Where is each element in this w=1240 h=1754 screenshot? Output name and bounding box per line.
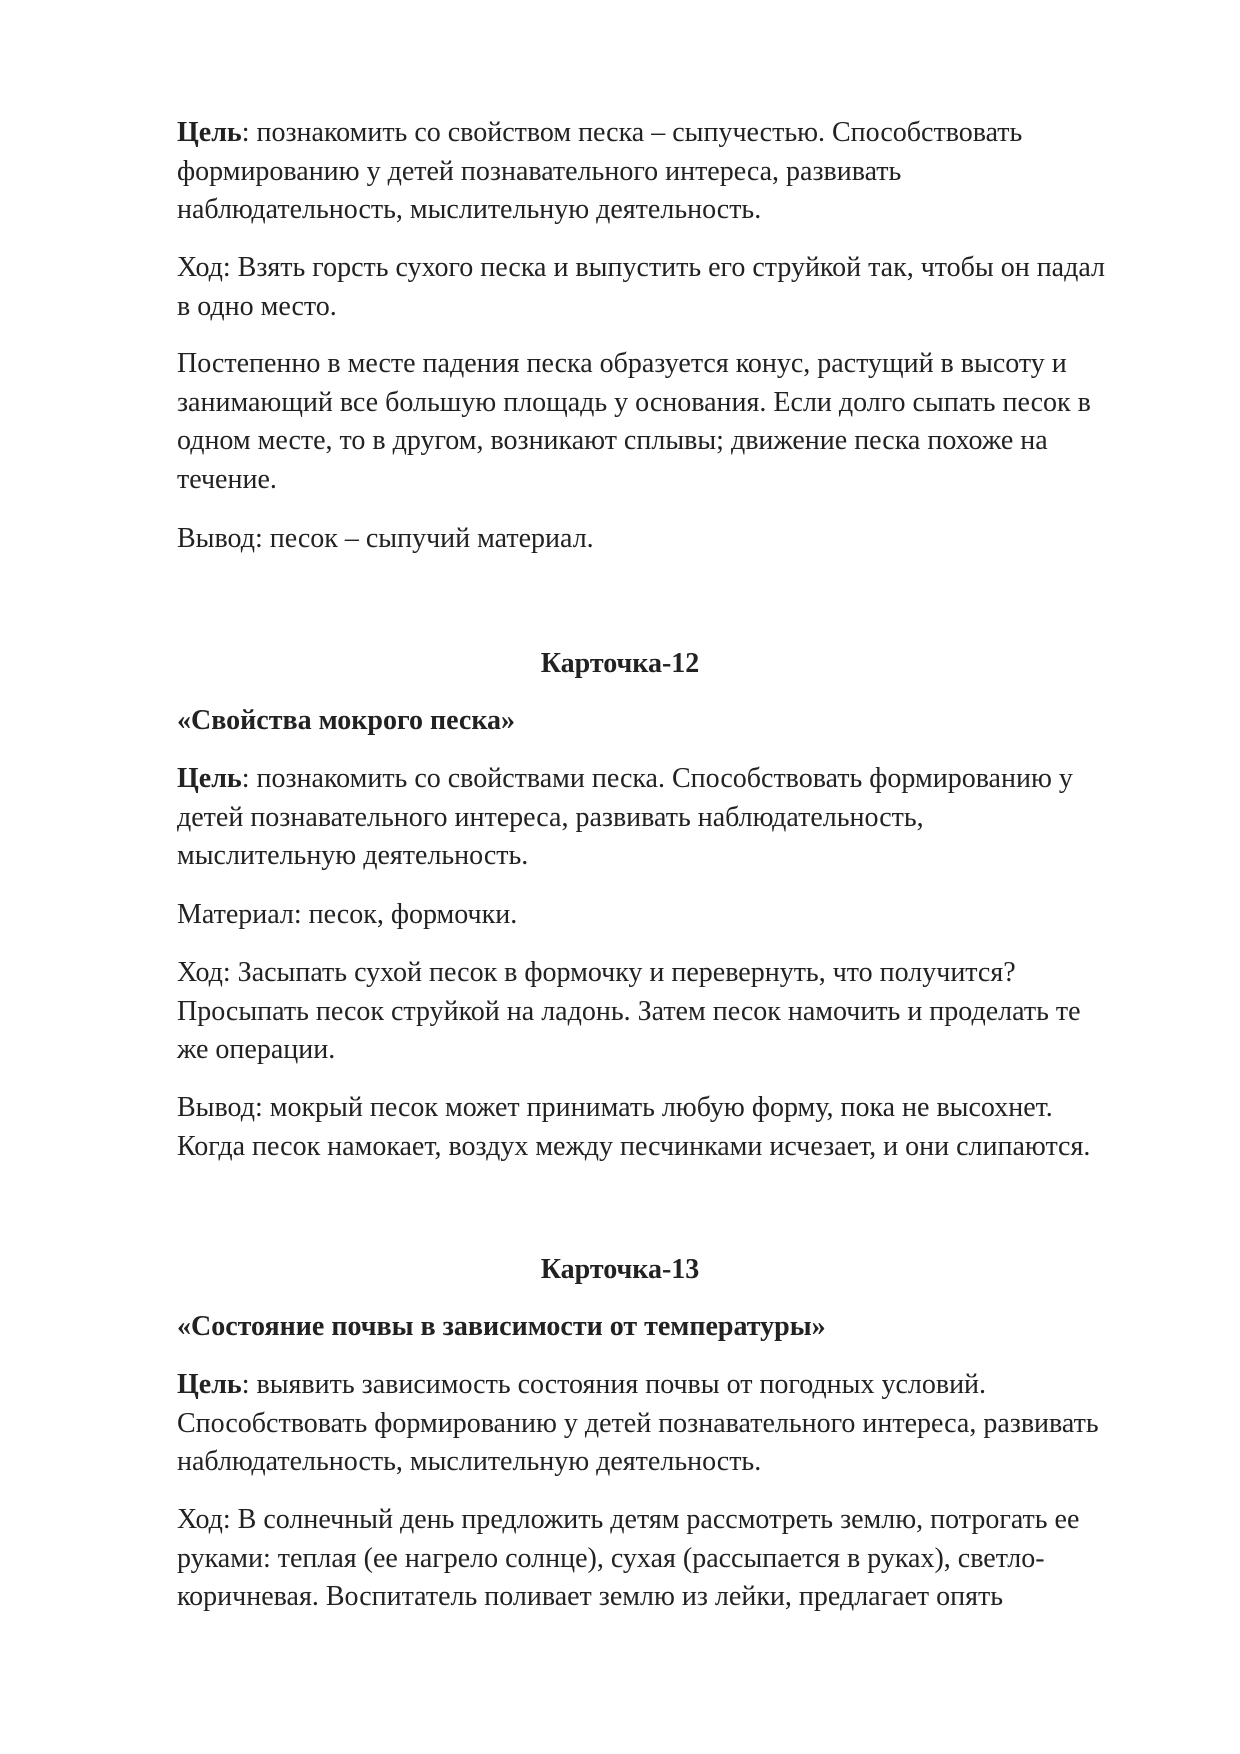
text-line: Ход: Засыпать сухой песок в формочку и перевернуть, что получится? bbox=[177, 957, 1016, 988]
text-line: Материал: песок, формочки. bbox=[177, 899, 518, 930]
text-line: Когда песок намокает, воздух между песчинками исчезает, и они слипаются. bbox=[177, 1130, 1091, 1162]
text-line: руками: теплая (ее нагрело солнце), сухая (рассыпается в руках), светло- bbox=[177, 1542, 1045, 1574]
text-line: коричневая. Воспитатель поливает землю из лейки, предлагает опять bbox=[177, 1581, 1004, 1612]
card-heading-13: Карточка-13 bbox=[540, 1254, 700, 1285]
procedure-paragraph-11 bbox=[177, 249, 1177, 326]
observation-paragraph-11 bbox=[177, 345, 1177, 499]
goal-paragraph-13 bbox=[177, 1366, 1177, 1482]
card-title-13: «Состояние почвы в зависимости от температуры» bbox=[177, 1311, 826, 1342]
goal-paragraph-12 bbox=[177, 760, 1177, 876]
text-line: Вывод: песок – сыпучий материал. bbox=[177, 523, 594, 554]
text-line: Способствовать формированию у детей познавательного интереса, развивать bbox=[177, 1407, 1099, 1439]
text-line: формированию у детей познавательного интереса, развивать bbox=[177, 155, 902, 187]
conclusion-paragraph-12 bbox=[177, 1089, 1177, 1166]
goal-label: Цель bbox=[177, 117, 242, 148]
text-line: мыслительную деятельность. bbox=[177, 840, 529, 871]
text-line: наблюдательность, мыслительную деятельность. bbox=[177, 1446, 762, 1477]
text-line: занимающий все большую площадь у основания. Если долго сыпать песок в bbox=[177, 386, 1091, 418]
text-line: наблюдательность, мыслительную деятельность. bbox=[177, 194, 762, 225]
procedure-paragraph-13 bbox=[177, 1501, 1177, 1617]
text-line: же операции. bbox=[177, 1034, 336, 1065]
text-line: Вывод: мокрый песок может принимать любую форму, пока не высохнет. bbox=[177, 1092, 1053, 1123]
text-line: детей познавательного интереса, развивать наблюдательность, bbox=[177, 801, 924, 833]
text-line: : познакомить со свойством песка – сыпучестью. Способствовать bbox=[241, 117, 1023, 148]
text-line: Ход: Взять горсть сухого песка и выпустить его струйкой так, чтобы он падал bbox=[177, 252, 1106, 283]
conclusion-paragraph-11 bbox=[177, 520, 1177, 559]
text-line: Постепенно в месте падения песка образуется конус, растущий в высоту и bbox=[177, 348, 1067, 379]
card-heading-12: Карточка-12 bbox=[540, 648, 700, 679]
text-line: Просыпать песок струйкой на ладонь. Затем песок намочить и проделать те bbox=[177, 995, 1081, 1027]
text-line: одном месте, то в другом, возникают сплывы; движение песка похоже на bbox=[177, 425, 1048, 456]
text-line: : познакомить со свойствами песка. Способствовать формированию у bbox=[241, 763, 1073, 794]
procedure-paragraph-12 bbox=[177, 954, 1177, 1070]
goal-label: Цель bbox=[177, 1369, 242, 1400]
goal-paragraph-11 bbox=[177, 114, 1177, 230]
card-title-12: «Свойства мокрого песка» bbox=[177, 705, 516, 736]
text-line: в одно место. bbox=[177, 290, 337, 322]
text-line: : выявить зависимость состояния почвы от погодных условий. bbox=[241, 1369, 987, 1400]
goal-label: Цель bbox=[177, 763, 242, 794]
text-line: течение. bbox=[177, 463, 277, 495]
material-paragraph-12 bbox=[177, 896, 1177, 935]
text-line: Ход: В солнечный день предложить детям рассмотреть землю, потрогать ее bbox=[177, 1504, 1080, 1535]
